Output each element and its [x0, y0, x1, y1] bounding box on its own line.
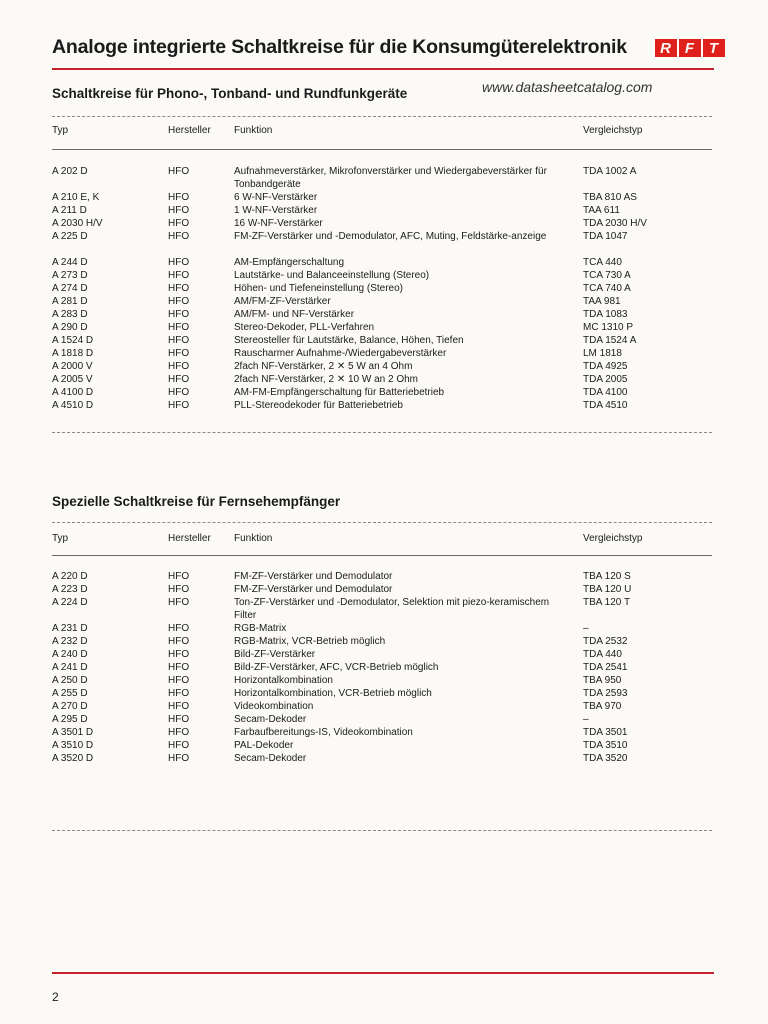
cell-typ: A 220 D — [52, 571, 88, 582]
cell-typ: A 224 D — [52, 597, 88, 608]
cell-vergleichstyp: TCA 730 A — [583, 270, 631, 281]
cell-vergleichstyp: TBA 970 — [583, 701, 622, 712]
cell-funktion: Bild-ZF-Verstärker, AFC, VCR-Betrieb möglich — [234, 662, 439, 673]
cell-hersteller: HFO — [168, 374, 190, 385]
svg-text:F: F — [684, 40, 696, 57]
svg-text:R: R — [660, 40, 672, 57]
cell-hersteller: HFO — [168, 387, 190, 398]
header-red-rule — [52, 68, 714, 70]
cell-vergleichstyp: MC 1310 P — [583, 322, 634, 333]
cell-vergleichstyp: TDA 3520 — [583, 753, 628, 764]
cell-typ: A 274 D — [52, 283, 88, 294]
cell-hersteller: HFO — [168, 688, 190, 699]
cell-funktion: Horizontalkombination, VCR-Betrieb möglich — [234, 688, 432, 699]
rft-logo — [654, 38, 726, 58]
cell-vergleichstyp: TBA 810 AS — [583, 192, 637, 203]
cell-vergleichstyp: TDA 440 — [583, 649, 622, 660]
cell-funktion: Aufnahmeverstärker, Mikrofonverstärker und Wiedergabeverstärker für Tonbandgeräte — [234, 166, 547, 190]
col-hersteller: Hersteller — [168, 125, 211, 136]
cell-typ: A 241 D — [52, 662, 88, 673]
cell-vergleichstyp: TDA 1083 — [583, 309, 628, 320]
cell-typ: A 3510 D — [52, 740, 94, 751]
page-number: 2 — [52, 990, 59, 1004]
cell-vergleichstyp: TDA 1047 — [583, 231, 628, 242]
col-typ: Typ — [52, 533, 69, 544]
cell-vergleichstyp: TAA 611 — [583, 205, 620, 216]
svg-text:T: T — [708, 40, 720, 57]
cell-typ: A 3520 D — [52, 753, 94, 764]
cell-vergleichstyp: LM 1818 — [583, 348, 622, 359]
cell-typ: A 240 D — [52, 649, 88, 660]
col-vergleichstyp: Vergleichstyp — [583, 125, 643, 136]
cell-typ: A 1818 D — [52, 348, 94, 359]
cell-hersteller: HFO — [168, 649, 190, 660]
cell-vergleichstyp: TDA 4100 — [583, 387, 628, 398]
cell-hersteller: HFO — [168, 283, 190, 294]
cell-hersteller: HFO — [168, 636, 190, 647]
cell-vergleichstyp: TBA 120 S — [583, 571, 631, 582]
cell-hersteller: HFO — [168, 348, 190, 359]
cell-funktion: Secam-Dekoder — [234, 753, 307, 764]
cell-funktion: Rauscharmer Aufnahme-/Wiedergabeverstärker — [234, 348, 447, 359]
cell-typ: A 202 D — [52, 166, 88, 177]
cell-hersteller: HFO — [168, 727, 190, 738]
cell-typ: A 2000 V — [52, 361, 93, 372]
cell-typ: A 223 D — [52, 584, 88, 595]
cell-funktion: 2fach NF-Verstärker, 2 ✕ 10 W an 2 Ohm — [234, 374, 419, 385]
cell-hersteller: HFO — [168, 675, 190, 686]
cell-funktion: 6 W-NF-Verstärker — [234, 192, 318, 203]
cell-vergleichstyp: TDA 4925 — [583, 361, 628, 372]
cell-typ: A 295 D — [52, 714, 88, 725]
cell-vergleichstyp: TBA 950 — [583, 675, 622, 686]
cell-typ: A 211 D — [52, 205, 87, 216]
cell-vergleichstyp: TBA 120 U — [583, 584, 632, 595]
section-title-phono: Schaltkreise für Phono-, Tonband- und Rundfunkgeräte — [52, 86, 408, 101]
cell-hersteller: HFO — [168, 205, 190, 216]
cell-vergleichstyp: TDA 3501 — [583, 727, 628, 738]
section-1-bottom-rule — [52, 432, 712, 433]
cell-hersteller: HFO — [168, 361, 190, 372]
section-title-fernsehen: Spezielle Schaltkreise für Fernsehempfänger — [52, 494, 341, 509]
col-funktion: Funktion — [234, 125, 273, 136]
table-2-header-rule — [52, 555, 712, 556]
cell-funktion: RGB-Matrix — [234, 623, 287, 634]
cell-vergleichstyp: – — [583, 623, 589, 634]
cell-hersteller: HFO — [168, 740, 190, 751]
cell-vergleichstyp: TDA 1002 A — [583, 166, 637, 177]
section-2-bottom-rule — [52, 830, 712, 831]
col-vergleichstyp: Vergleichstyp — [583, 533, 643, 544]
cell-typ: A 2030 H/V — [52, 218, 103, 229]
cell-vergleichstyp: TDA 2593 — [583, 688, 628, 699]
cell-hersteller: HFO — [168, 400, 190, 411]
cell-vergleichstyp: TCA 440 — [583, 257, 622, 268]
cell-hersteller: HFO — [168, 322, 190, 333]
cell-hersteller: HFO — [168, 257, 190, 268]
cell-funktion: Videokombination — [234, 701, 314, 712]
cell-funktion: Stereosteller für Lautstärke, Balance, Höhen, Tiefen — [234, 335, 464, 346]
cell-typ: A 270 D — [52, 701, 88, 712]
cell-hersteller: HFO — [168, 309, 190, 320]
cell-typ: A 2005 V — [52, 374, 93, 385]
cell-typ: A 225 D — [52, 231, 88, 242]
cell-funktion: PLL-Stereodekoder für Batteriebetrieb — [234, 400, 403, 411]
cell-vergleichstyp: TDA 3510 — [583, 740, 628, 751]
cell-funktion: FM-ZF-Verstärker und Demodulator — [234, 571, 393, 582]
cell-funktion: AM-FM-Empfängerschaltung für Batteriebetrieb — [234, 387, 445, 398]
cell-typ: A 273 D — [52, 270, 88, 281]
cell-funktion: Horizontalkombination — [234, 675, 333, 686]
cell-hersteller: HFO — [168, 335, 190, 346]
section-1-top-rule — [52, 116, 712, 117]
cell-hersteller: HFO — [168, 166, 190, 177]
section-2-top-rule — [52, 522, 712, 523]
cell-hersteller: HFO — [168, 623, 190, 634]
cell-typ: A 290 D — [52, 322, 88, 333]
cell-hersteller: HFO — [168, 597, 190, 608]
cell-funktion: Secam-Dekoder — [234, 714, 307, 725]
cell-funktion: Stereo-Dekoder, PLL-Verfahren — [234, 322, 375, 333]
cell-hersteller: HFO — [168, 701, 190, 712]
cell-hersteller: HFO — [168, 584, 190, 595]
cell-typ: A 1524 D — [52, 335, 94, 346]
cell-funktion: Farbaufbereitungs-IS, Videokombination — [234, 727, 413, 738]
cell-typ: A 210 E, K — [52, 192, 100, 203]
cell-vergleichstyp: TDA 2030 H/V — [583, 218, 647, 229]
watermark-link[interactable]: www.datasheetcatalog.com — [482, 79, 653, 95]
cell-vergleichstyp: TBA 120 T — [583, 597, 631, 608]
page-title: Analoge integrierte Schaltkreise für die Konsumgüterelektronik — [52, 36, 627, 58]
cell-hersteller: HFO — [168, 571, 190, 582]
cell-hersteller: HFO — [168, 192, 190, 203]
cell-typ: A 283 D — [52, 309, 88, 320]
cell-funktion: RGB-Matrix, VCR-Betrieb möglich — [234, 636, 386, 647]
cell-typ: A 250 D — [52, 675, 88, 686]
cell-hersteller: HFO — [168, 753, 190, 764]
cell-vergleichstyp: TDA 2541 — [583, 662, 628, 673]
cell-vergleichstyp: – — [583, 714, 589, 725]
cell-funktion: AM-Empfängerschaltung — [234, 257, 345, 268]
cell-typ: A 4100 D — [52, 387, 94, 398]
cell-funktion: AM/FM- und NF-Verstärker — [234, 309, 355, 320]
cell-funktion: 1 W-NF-Verstärker — [234, 205, 318, 216]
cell-vergleichstyp: TDA 2532 — [583, 636, 628, 647]
footer-red-rule — [52, 972, 714, 974]
col-typ: Typ — [52, 125, 69, 136]
col-hersteller: Hersteller — [168, 533, 211, 544]
cell-typ: A 231 D — [52, 623, 88, 634]
rft-logo-icon — [654, 38, 726, 58]
cell-funktion: 2fach NF-Verstärker, 2 ✕ 5 W an 4 Ohm — [234, 361, 413, 372]
cell-funktion: FM-ZF-Verstärker und Demodulator — [234, 584, 393, 595]
cell-funktion: Höhen- und Tiefeneinstellung (Stereo) — [234, 283, 403, 294]
table-1-header-rule — [52, 149, 712, 150]
cell-funktion: Lautstärke- und Balanceeinstellung (Stereo) — [234, 270, 430, 281]
cell-hersteller: HFO — [168, 231, 190, 242]
cell-funktion: AM/FM-ZF-Verstärker — [234, 296, 331, 307]
cell-typ: A 281 D — [52, 296, 88, 307]
cell-typ: A 232 D — [52, 636, 88, 647]
cell-hersteller: HFO — [168, 270, 190, 281]
cell-vergleichstyp: TDA 2005 — [583, 374, 628, 385]
cell-funktion: FM-ZF-Verstärker und -Demodulator, AFC, Muting, Feldstärke-anzeige — [234, 231, 547, 242]
col-funktion: Funktion — [234, 533, 273, 544]
cell-hersteller: HFO — [168, 218, 190, 229]
cell-hersteller: HFO — [168, 714, 190, 725]
cell-typ: A 255 D — [52, 688, 88, 699]
cell-hersteller: HFO — [168, 296, 190, 307]
cell-vergleichstyp: TDA 1524 A — [583, 335, 637, 346]
cell-typ: A 4510 D — [52, 400, 94, 411]
cell-funktion: 16 W-NF-Verstärker — [234, 218, 323, 229]
cell-funktion: PAL-Dekoder — [234, 740, 294, 751]
cell-funktion: Bild-ZF-Verstärker — [234, 649, 316, 660]
cell-typ: A 3501 D — [52, 727, 94, 738]
cell-typ: A 244 D — [52, 257, 88, 268]
cell-vergleichstyp: TAA 981 — [583, 296, 621, 307]
cell-vergleichstyp: TDA 4510 — [583, 400, 628, 411]
cell-vergleichstyp: TCA 740 A — [583, 283, 631, 294]
cell-funktion: Ton-ZF-Verstärker und -Demodulator, Selektion mit piezo-keramischem Filter — [234, 597, 550, 621]
cell-hersteller: HFO — [168, 662, 190, 673]
